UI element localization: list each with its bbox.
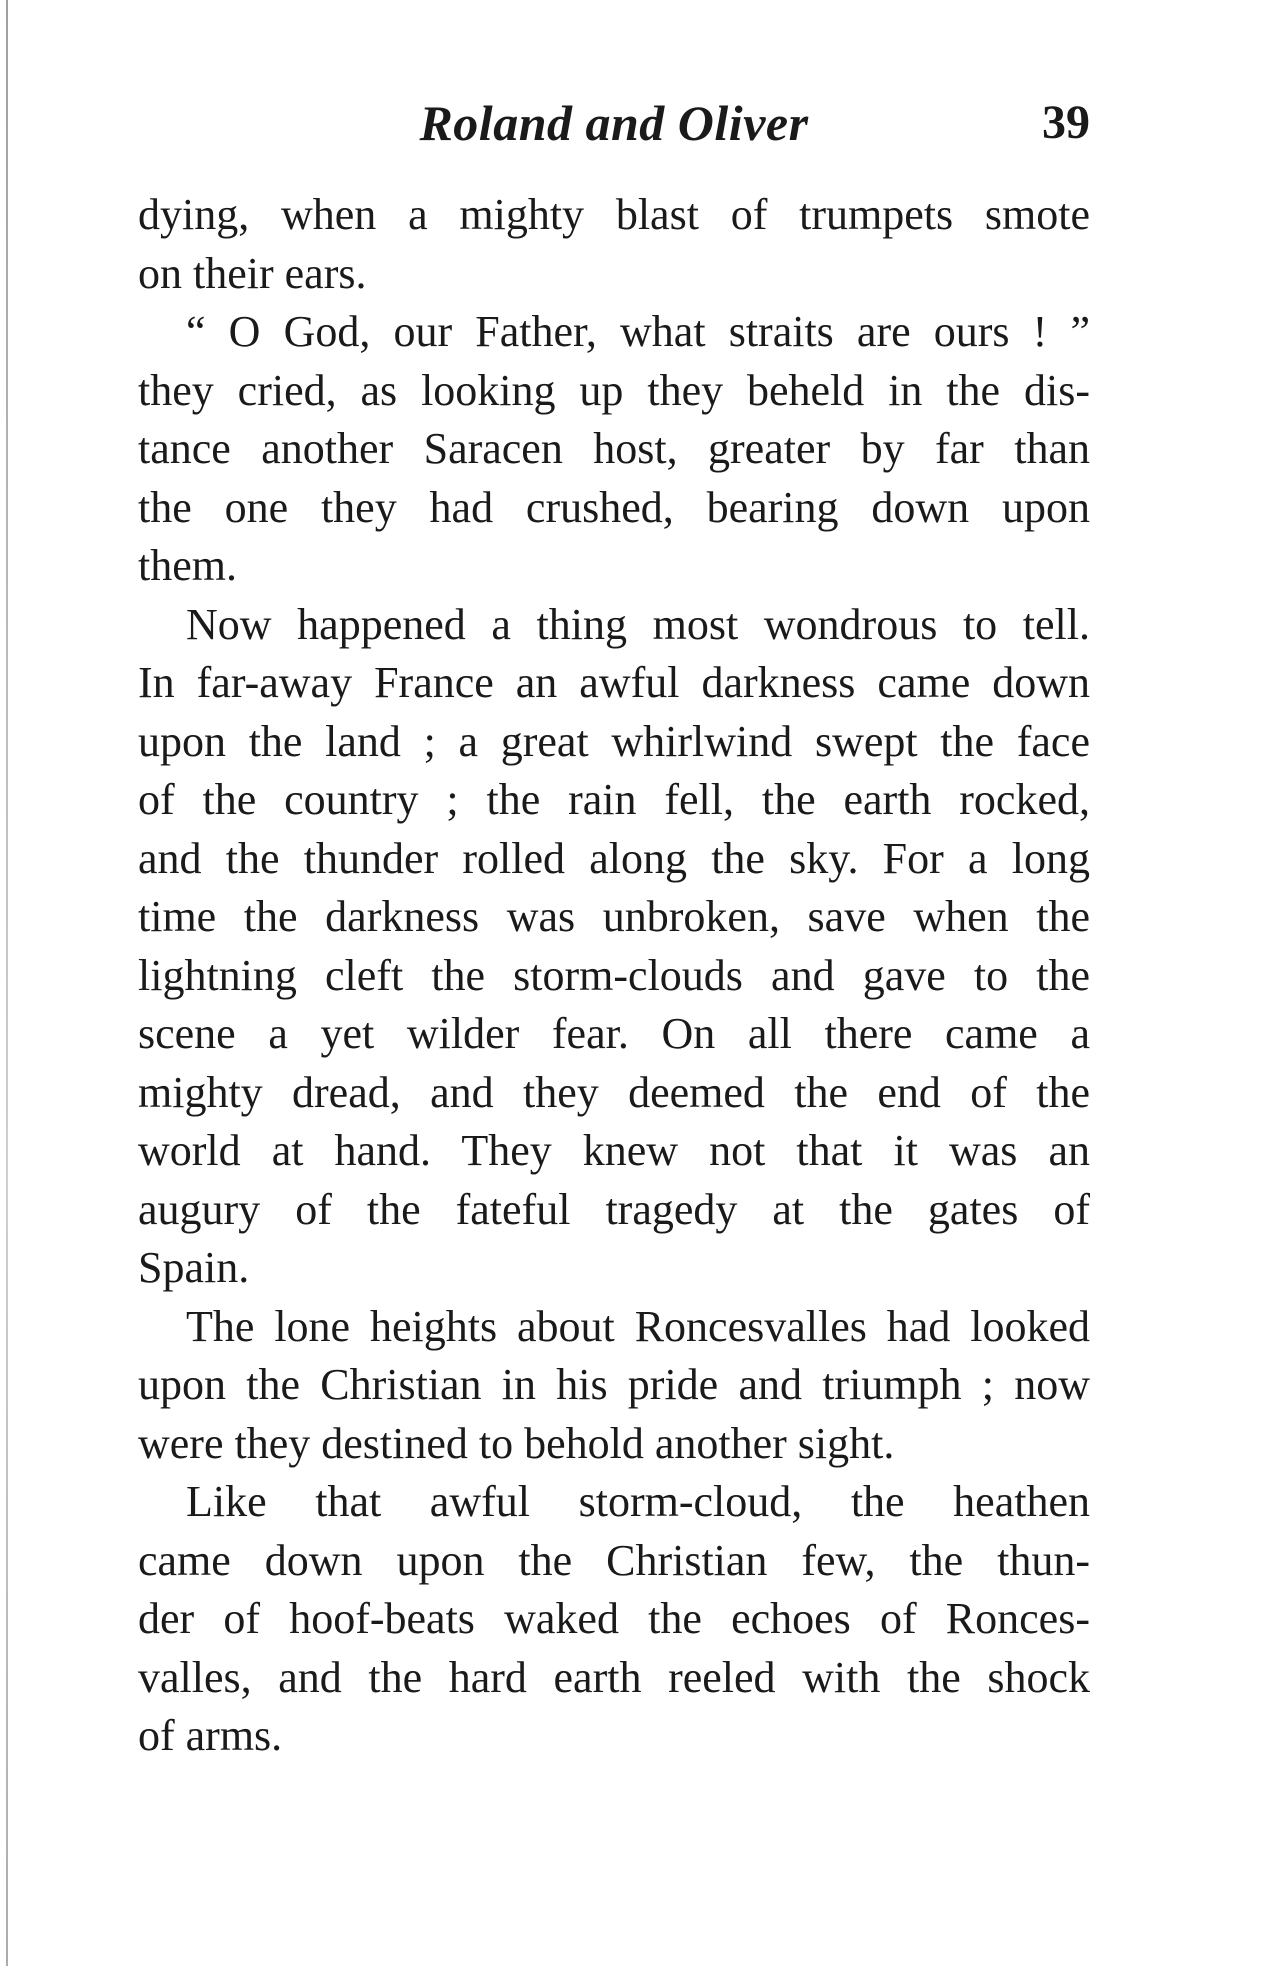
text-line: der of hoof-beats waked the echoes of Ronces-: [138, 1594, 1090, 1643]
text-line: augury of the fateful tragedy at the gates of: [138, 1184, 1090, 1234]
text-line: were they destined to behold another sight.: [138, 1418, 895, 1468]
text-line: The lone heights about Roncesvalles had looked: [186, 1301, 1090, 1351]
text-line: valles, and the hard earth reeled with the shock: [138, 1652, 1090, 1702]
body-text: [138, 186, 1090, 1766]
text-line: In far-away France an awful darkness came down: [138, 658, 1090, 707]
text-line: they cried, as looking up they beheld in the dis-: [138, 365, 1090, 415]
page-edge-shadow: [6, 0, 8, 1966]
text-line: and the thunder rolled along the sky. For a long: [138, 833, 1090, 883]
text-line: the one they had crushed, bearing down upon: [138, 482, 1090, 532]
text-line: Like that awful storm-cloud, the heathen: [186, 1477, 1090, 1526]
text-line: of the country ; the rain fell, the earth rocked,: [138, 775, 1090, 824]
text-line: “ O God, our Father, what straits are ours ! ”: [186, 307, 1090, 356]
text-line: scene a yet wilder fear. On all there came a: [138, 1009, 1090, 1058]
text-line: upon the Christian in his pride and triumph ; now: [138, 1360, 1090, 1409]
text-line: upon the land ; a great whirlwind swept the face: [138, 716, 1090, 766]
text-line: time the darkness was unbroken, save when the: [138, 892, 1090, 941]
text-line: came down upon the Christian few, the thun-: [138, 1535, 1090, 1585]
text-line: world at hand. They knew not that it was an: [138, 1126, 1090, 1175]
text-line: tance another Saracen host, greater by far than: [138, 424, 1090, 473]
text-line: of arms.: [138, 1711, 283, 1760]
text-line: on their ears.: [138, 248, 367, 298]
text-line: dying, when a mighty blast of trumpets smote: [138, 190, 1090, 239]
text-line: Spain.: [138, 1243, 250, 1292]
text-line: mighty dread, and they deemed the end of the: [138, 1067, 1090, 1117]
text-line: them.: [138, 541, 237, 590]
page-header: [138, 88, 1090, 158]
text-line: lightning cleft the storm-clouds and gave to the: [138, 950, 1090, 1000]
text-line: Now happened a thing most wondrous to tell.: [186, 599, 1090, 649]
page-number: 39: [1042, 96, 1090, 149]
running-title: Roland and Oliver: [419, 95, 809, 151]
